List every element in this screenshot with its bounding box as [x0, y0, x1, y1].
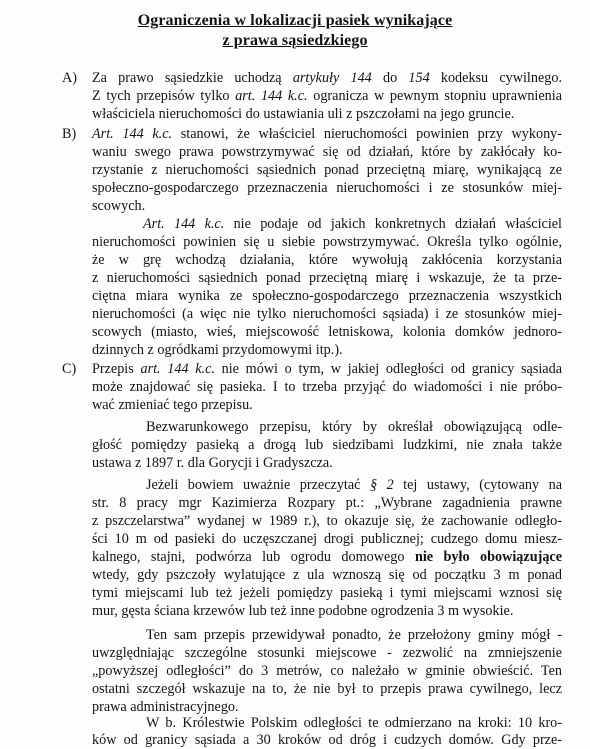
- text-line: ści 10 m od pasieki do uczęszczanej drogi publicznej; cudzego domu miesz-: [92, 531, 562, 547]
- text-line: mur, gęsta ściana krzewów lub też inne podobne ogrodzenia 3 m wysokie.: [92, 603, 514, 619]
- section-marker-b: B): [62, 126, 77, 142]
- page-title: Ograniczenia w lokalizacji pasiek wynikające: [137, 12, 453, 29]
- text-line: Przepis art. 144 k.c. nie mówi o tym, w jakiej odległości od granicy sąsiada: [92, 361, 562, 377]
- text-line: Z tych przepisów tylko art. 144 k.c. ogranicza w pewnym stopniu uprawnienia: [92, 88, 562, 104]
- text-line: waniu swego prawa powstrzymywać się od działań, które by zakłócały ko-: [92, 144, 562, 160]
- text-line: ustawa z 1897 r. dla Gorycji i Gradyszcza.: [92, 455, 333, 471]
- text-line: społeczno-gospodarczego przeznaczenia nieruchomości i ze stosunków miej-: [92, 180, 562, 196]
- text-line: ciętna miara wynika ze społeczno-gospodarczego przeznaczenia wszystkich: [92, 288, 562, 304]
- text-line: że w grę wchodzą działania, które wywołują zakłócenia korzystania: [92, 252, 562, 268]
- text-line: prawa administracyjnego.: [92, 699, 239, 715]
- text-line: z pszczelarstwa” wydanej w 1989 r.), to okazuje się, że zachowanie odległo-: [92, 513, 562, 529]
- text-line: Bezwarunkowego przepisu, który by określał obowiązującą odle-: [146, 419, 562, 435]
- text-line: kalnego, stajni, podwórza lub ogrodu domowego nie było obowiązujące: [92, 549, 563, 565]
- page-subtitle: z prawa sąsiedzkiego: [222, 32, 368, 49]
- text-line: ków od granicy sąsiada a 30 kroków od dróg i cudzych domów. Gdy prze-: [92, 732, 562, 748]
- text-line: wtedy, gdy pszczoły wylatujące z ula wznoszą się od początku 3 m ponad: [92, 567, 562, 583]
- text-line: właściciela nieruchomości do ustawiania uli z pszczołami na jego gruncie.: [92, 106, 515, 122]
- text-line: Art. 144 k.c. nie podaje od jakich konkretnych działań właściciel: [143, 216, 562, 232]
- text-line: nieruchomości (a więc nie tylko nieruchomości sąsiada) i ze stosunków miej-: [92, 306, 562, 322]
- text-line: wać zmieniać tego przepisu.: [92, 397, 253, 413]
- text-line: nieruchomości powinien się u siebie powstrzymywać. Określa tylko ogólnie,: [92, 234, 562, 250]
- text-line: Jeżeli bowiem uważnie przeczytać § 2 tej ustawy, (cytowany na: [146, 477, 562, 493]
- text-line: ostatni szczegół wskazuje na to, że nie był to przepis prawa cywilnego, lecz: [92, 681, 562, 697]
- text-line: dzinnych z ogródkami przydomowymi itp.).: [92, 342, 343, 358]
- text-line: rzystanie z nieruchomości sąsiednich ponad przeciętną miarę, wynikającą ze: [92, 162, 562, 178]
- section-marker-c: C): [62, 361, 77, 377]
- text-line: „powyższej odległości” do 3 metrów, co należało w gminie obwieścić. Ten: [92, 663, 562, 679]
- text-line: Za prawo sąsiedzkie uchodzą artykuły 144 do 154 kodeksu cywilnego.: [92, 70, 562, 86]
- text-line: str. 8 pracy mgr Kazimierza Rozpary pt.: „Wybrane zagadnienia prawne: [92, 495, 562, 511]
- text-line: Ten sam przepis przewidywał ponadto, że przełożony gminy mógł -: [146, 627, 562, 643]
- text-line: uwzględniając szczególne stosunki miejscowe - zezwolić na zmniejszenie: [92, 645, 562, 661]
- text-line: scowych.: [92, 198, 146, 214]
- text-line: Art. 144 k.c. stanowi, że właściciel nieruchomości powinien przy wykony-: [92, 126, 562, 142]
- text-line: scowych (miasto, wieś, miejscowość letniskowa, kolonia domków jednoro-: [92, 324, 562, 340]
- text-line: W b. Królestwie Polskim odległości te odmierzano na kroki: 10 kro-: [146, 715, 562, 731]
- section-marker-a: A): [62, 70, 77, 86]
- text-line: głość pomiędzy pasieką a drogą lub siedzibami ludzkimi, nie znała także: [92, 437, 562, 453]
- text-line: z nieruchomości sąsiednich ponad przeciętną miarę i wskazuje, że ta prze-: [92, 270, 562, 286]
- text-line: tymi miejscami lub też jeżeli pomiędzy pasieką i tymi miejscami wznosi się: [92, 585, 562, 601]
- text-line: może znajdować się pasieka. I to trzeba przyjąć do wiadomości i nie próbo-: [92, 379, 562, 395]
